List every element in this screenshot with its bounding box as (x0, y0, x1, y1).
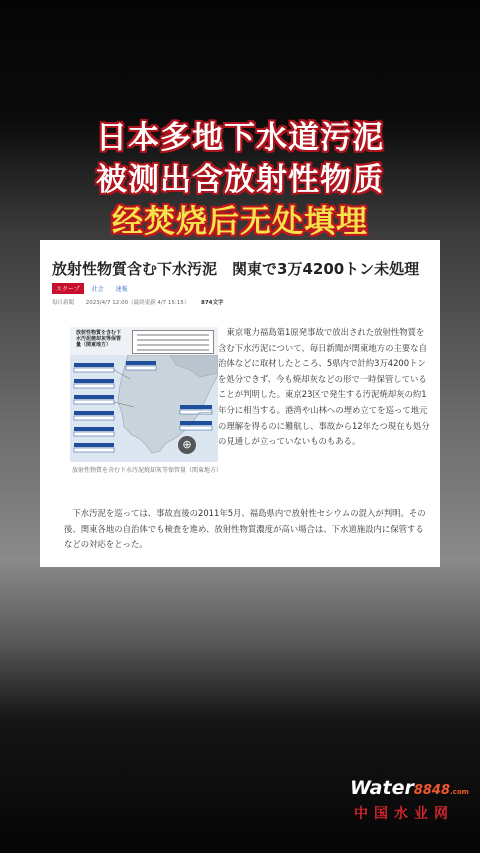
scoop-badge[interactable]: スクープ (52, 283, 84, 294)
article-title[interactable]: 放射性物質含む下水汚泥 関東で3万4200トン未処理 (52, 260, 420, 278)
logo-chinese-name: 中国水业网 (354, 806, 454, 822)
tag-society[interactable]: 社会 (91, 286, 104, 293)
publish-date: 2023/4/7 12:00（最終更新 4/7 15:15） (85, 300, 190, 306)
logo-word-water: Water (350, 777, 414, 799)
headline-line-3: 经焚烧后无处填埋 (112, 204, 368, 240)
headline (0, 118, 480, 242)
zoom-in-icon[interactable]: ⊕ (178, 436, 196, 454)
article-screenshot (40, 240, 440, 567)
map-figure[interactable] (70, 327, 218, 462)
headline-line-2: 被测出含放射性物质 (96, 162, 384, 198)
article-meta (52, 298, 234, 306)
article-paragraph-2: 下水汚泥を巡っては、事故直後の2011年5月、福島県内で放射性セシウムの混入が判明。その後、関東各地の自治体でも検査を進め、放射性物質濃度が高い場合は、下水道施設内に保管するなどの対応をとった。 (64, 508, 426, 550)
word-count: 874文字 (201, 300, 224, 306)
map-note-box (132, 330, 214, 354)
map-legend: 放射性物質を含む下水汚泥焼却灰等保管量（関東地方） (76, 330, 122, 348)
tag-breaking[interactable]: 速報 (115, 286, 128, 293)
logo-word-suffix: .com (450, 788, 469, 796)
logo-word-number: 8848 (413, 783, 451, 798)
article-tags (52, 283, 138, 294)
logo-wordmark (350, 777, 469, 799)
source-name: 毎日新聞 (52, 300, 75, 306)
figure-caption: 放射性物質を含む下水汚泥焼却灰等保管量（関東地方） (72, 467, 223, 474)
headline-line-1: 日本多地下水道污泥 (96, 120, 384, 156)
article-paragraph-1: 東京電力福島第1原発事故で放出された放射性物質を含む下水汚泥について、毎日新聞が関東地方の主要な自治体などに取材したところ、5県内で計約3万4200トンを処分できず、今も焼却灰などの形で一時保管していることが判明した。東京23区で発生する汚泥焼却灰の約1年分に相当する。港湾や山林への埋め立てを巡って地元の理解を得るのに難航し、事故から12年たつ現在も処分の見通しが立っていないものもある。 (218, 327, 430, 447)
water8848-logo (350, 775, 475, 825)
